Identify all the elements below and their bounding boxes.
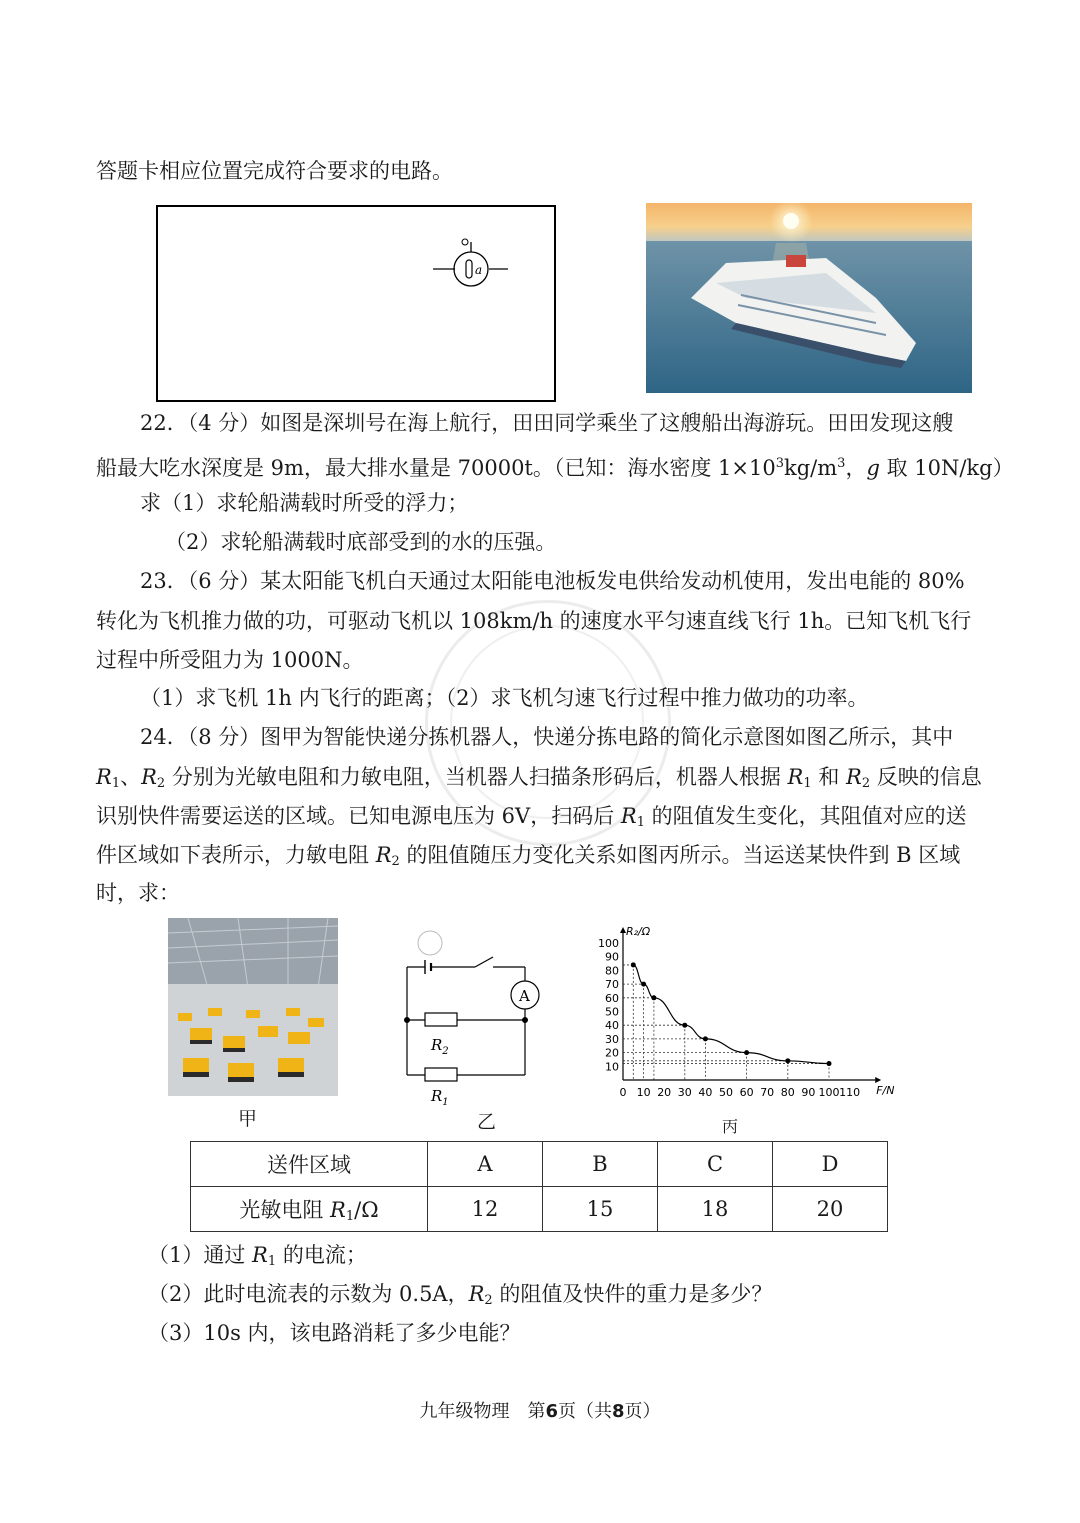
circuit-answer-box bbox=[156, 205, 556, 402]
q23-line3: 过程中所受阻力为 1000N。 bbox=[96, 648, 364, 672]
data-point bbox=[744, 1050, 749, 1055]
q23-sub: （1）求飞机 1h 内飞行的距离；（2）求飞机匀速飞行过程中推力做功的功率。 bbox=[140, 686, 869, 710]
y-tick-label: 40 bbox=[605, 1019, 619, 1033]
caption-yi: 乙 bbox=[477, 1111, 497, 1133]
x-tick-label: 70 bbox=[760, 1086, 775, 1099]
x-tick-label: 0 bbox=[619, 1086, 627, 1099]
table-row-label: 光敏电阻 $R_1/\Omega$ bbox=[191, 1187, 428, 1232]
q22-sub1: 求（1）求轮船满载时所受的浮力； bbox=[140, 491, 469, 515]
q24-line3: 识别快件需要运送的区域。已知电源电压为 6V，扫码后 $R_1$ 的阻值发生变化，其阻值对应的送 bbox=[96, 804, 967, 830]
resistance-force-chart bbox=[585, 925, 895, 1135]
resistor-r1 bbox=[425, 1068, 457, 1081]
table-zone-c: C bbox=[658, 1142, 773, 1187]
table-header-row bbox=[191, 1142, 888, 1187]
data-point bbox=[827, 1061, 832, 1066]
light-bulb-symbol bbox=[158, 207, 554, 400]
y-tick-label: 70 bbox=[605, 978, 619, 992]
q24-line5: 时，求： bbox=[96, 881, 180, 905]
q22-line1: 22．（4 分）如图是深圳号在海上航行，田田同学乘坐了这艘船出海游玩。田田发现这艘 bbox=[140, 411, 954, 435]
x-tick-label: 110 bbox=[839, 1086, 861, 1099]
data-point bbox=[703, 1036, 708, 1041]
x-tick-label: 60 bbox=[739, 1086, 754, 1099]
q22-line2: 船最大吃水深度是 9m，最大排水量是 70000t。（已知：海水密度 $1\times 10^3kg/m^3$，g 取 10N/kg） bbox=[96, 456, 1014, 480]
x-axis-label: F/N bbox=[876, 1084, 895, 1097]
robots-photo bbox=[168, 918, 338, 1096]
x-tick-label: 30 bbox=[677, 1086, 692, 1099]
q24-sub3: （3）10s 内，该电路消耗了多少电能？ bbox=[148, 1321, 521, 1345]
y-tick-label: 80 bbox=[605, 964, 619, 978]
y-tick-label: 20 bbox=[605, 1046, 619, 1060]
q24-sub1: （1）通过 $R_1$ 的电流； bbox=[148, 1243, 367, 1269]
x-axis-arrow bbox=[875, 1077, 881, 1083]
page-footer: 九年级物理 第6页（共8页） bbox=[419, 1401, 661, 1422]
data-point bbox=[785, 1058, 790, 1063]
y-tick-label: 60 bbox=[605, 991, 619, 1005]
data-point bbox=[641, 982, 646, 987]
r1-label: $R_1$ bbox=[431, 1087, 449, 1108]
q24-line4: 件区域如下表所示，力敏电阻 $R_2$ 的阻值随压力变化关系如图丙所示。当运送某快件到 B 区域 bbox=[96, 843, 961, 869]
x-tick-label: 20 bbox=[657, 1086, 672, 1099]
q24-sub2: （2）此时电流表的示数为 0.5A，$R_2$ 的阻值及快件的重力是多少？ bbox=[148, 1282, 773, 1308]
zone-table bbox=[190, 1141, 888, 1232]
circuit-diagram bbox=[395, 925, 545, 1125]
x-tick-label: 80 bbox=[780, 1086, 795, 1099]
caption-bing: 丙 bbox=[722, 1117, 739, 1136]
ship-photo bbox=[646, 203, 972, 393]
y-tick-label: 100 bbox=[598, 937, 619, 950]
q22-sub2: （2）求轮船满载时底部受到的水的压强。 bbox=[165, 530, 557, 554]
caption-jia: 甲 bbox=[238, 1108, 258, 1130]
q24-line1: 24．（8 分）图甲为智能快递分拣机器人，快递分拣电路的简化示意图如图乙所示，其中 bbox=[140, 725, 954, 749]
data-point bbox=[631, 962, 636, 967]
table-zone-d: D bbox=[773, 1142, 888, 1187]
table-value-a: 12 bbox=[428, 1187, 543, 1232]
q24-line2: $R_1$、$R_2$ 分别为光敏电阻和力敏电阻，当机器人扫描条形码后，机器人根据 $R_1$ 和 $R_2$ 反映的信息 bbox=[96, 765, 982, 791]
ammeter-label: A bbox=[519, 987, 530, 1005]
table-row-resistance bbox=[191, 1187, 888, 1232]
table-zone-a: A bbox=[428, 1142, 543, 1187]
table-value-b: 15 bbox=[543, 1187, 658, 1232]
table-value-c: 18 bbox=[658, 1187, 773, 1232]
y-tick-label: 10 bbox=[605, 1060, 619, 1074]
q23-line1: 23．（6 分）某太阳能飞机白天通过太阳能电池板发电供给发动机使用，发出电能的 80% bbox=[140, 569, 965, 593]
intro-line: 答题卡相应位置完成符合要求的电路。 bbox=[96, 159, 453, 183]
resistance-curve bbox=[633, 965, 829, 1064]
data-point bbox=[651, 995, 656, 1000]
bulb-label: a bbox=[475, 263, 483, 277]
x-tick-label: 40 bbox=[698, 1086, 713, 1099]
table-zone-b: B bbox=[543, 1142, 658, 1187]
q23-line2: 转化为飞机推力做的功，可驱动飞机以 108km/h 的速度水平匀速直线飞行 1h。已知飞机飞行 bbox=[96, 609, 972, 633]
table-value-d: 20 bbox=[773, 1187, 888, 1232]
x-tick-label: 50 bbox=[719, 1086, 733, 1099]
y-axis-label: R₂/Ω bbox=[626, 925, 651, 938]
x-tick-label: 100 bbox=[818, 1086, 840, 1099]
x-tick-label: 90 bbox=[801, 1086, 816, 1099]
y-tick-label: 90 bbox=[605, 950, 619, 964]
table-header-label: 送件区域 bbox=[191, 1142, 428, 1187]
y-tick-label: 50 bbox=[605, 1005, 619, 1019]
x-tick-label: 10 bbox=[636, 1086, 651, 1099]
data-point bbox=[682, 1023, 687, 1028]
r2-label: $R_2$ bbox=[431, 1036, 449, 1057]
y-tick-label: 30 bbox=[605, 1032, 619, 1046]
resistor-r2 bbox=[425, 1013, 457, 1026]
